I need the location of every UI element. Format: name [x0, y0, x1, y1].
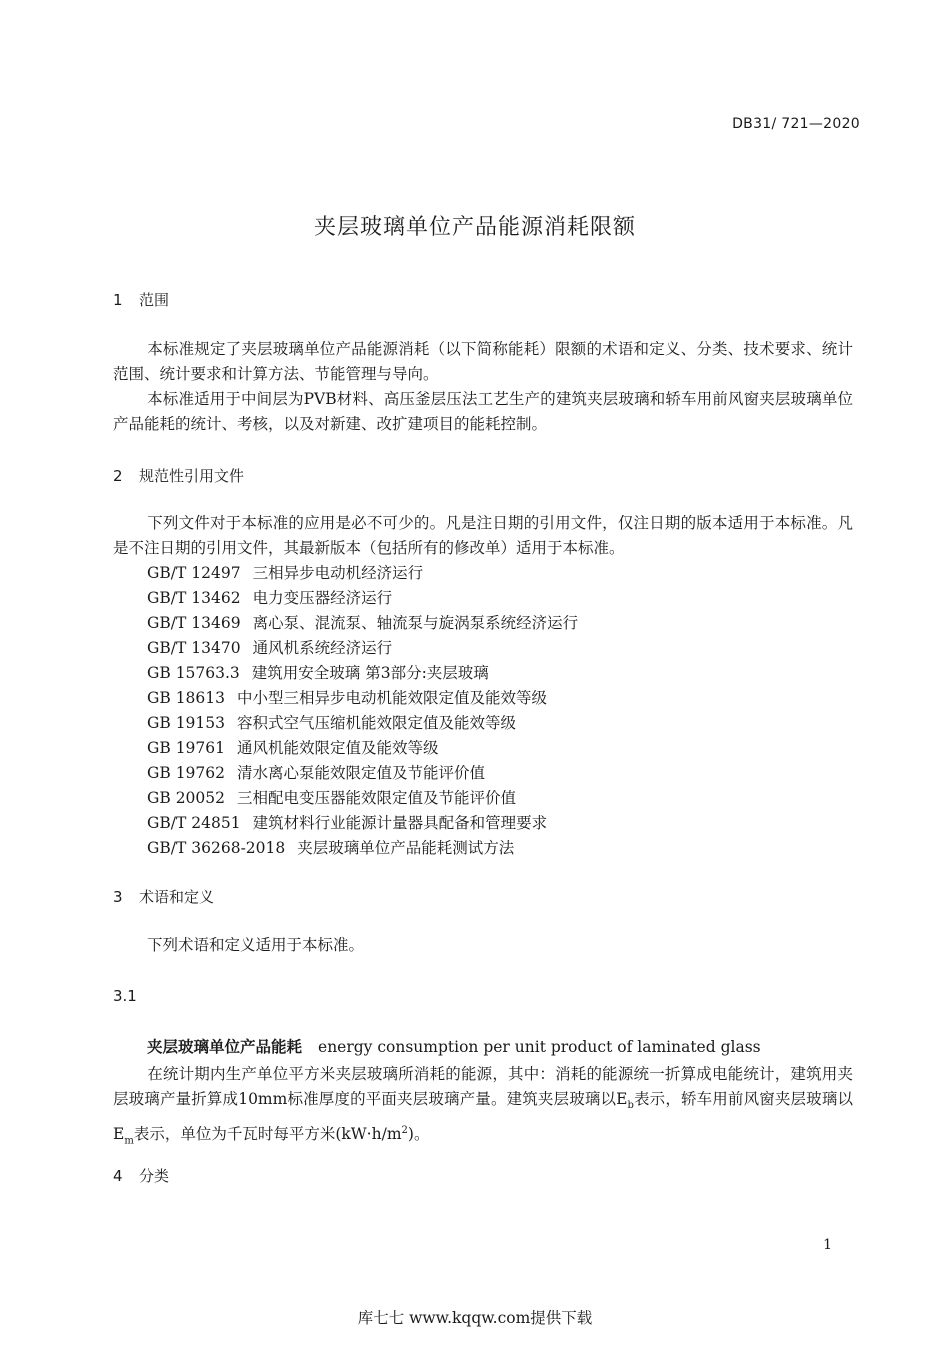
reference-code: GB 19761: [147, 739, 226, 757]
reference-title: 容积式空气压缩机能效限定值及能效等级: [237, 714, 517, 732]
page-number: 1: [823, 1237, 832, 1253]
reference-title: 夹层玻璃单位产品能耗测试方法: [297, 839, 515, 857]
term-definition: [113, 1062, 853, 1153]
reference-code: GB/T 12497: [147, 564, 241, 582]
section-1-paragraph-2: [113, 387, 853, 437]
term-entry: [147, 1035, 761, 1057]
reference-code: GB 18613: [147, 689, 226, 707]
reference-item: [147, 661, 489, 683]
reference-title: 离心泵、混流泵、轴流泵与旋涡泵系统经济运行: [252, 614, 579, 632]
section-number: 3: [113, 888, 123, 906]
section-title: 范围: [139, 291, 170, 309]
reference-code: GB 20052: [147, 789, 226, 807]
reference-title: 建筑材料行业能源计量器具配备和管理要求: [252, 814, 548, 832]
definition-text: )。: [407, 1125, 430, 1144]
section-number: 4: [113, 1167, 123, 1185]
superscript-2: 2: [401, 1125, 408, 1137]
section-1-paragraph-1: [113, 337, 853, 387]
reference-title: 建筑用安全玻璃 第3部分:夹层玻璃: [251, 664, 489, 682]
reference-title: 中小型三相异步电动机能效限定值及能效等级: [237, 689, 548, 707]
paragraph-text: 本标准规定了夹层玻璃单位产品能源消耗（以下简称能耗）限额的术语和定义、分类、技术要求、统计范围、统计要求和计算方法、节能管理与导向。: [113, 340, 853, 383]
paragraph-text: 下列文件对于本标准的应用是必不可少的。凡是注日期的引用文件，仅注日期的版本适用于本标准。凡是不注日期的引用文件，其最新版本（包括所有的修改单）适用于本标准。: [113, 514, 853, 557]
section-2-intro: [113, 511, 853, 561]
paragraph-text: 下列术语和定义适用于本标准。: [147, 936, 365, 954]
reference-item: [147, 811, 547, 833]
subsection-number: 3.1: [113, 987, 137, 1005]
page-title: 夹层玻璃单位产品能源消耗限额: [313, 215, 636, 240]
term-chinese: 夹层玻璃单位产品能耗: [147, 1038, 303, 1056]
reference-item: [147, 611, 578, 633]
reference-code: GB/T 13469: [147, 614, 241, 632]
reference-title: 清水离心泵能效限定值及节能评价值: [237, 764, 486, 782]
section-1-heading: [113, 289, 169, 310]
section-2-heading: [113, 465, 244, 486]
section-4-heading: [113, 1165, 169, 1186]
term-english: energy consumption per unit product of laminated glass: [318, 1038, 761, 1056]
definition-text: 在统计期内生产单位平方米夹层玻璃所消耗的能源，其中：消耗的能源统一折算成电能统计，建筑用夹层玻璃产量折算成10mm标准厚度的平面夹层玻璃产量。建筑夹层玻璃以E: [113, 1065, 853, 1108]
definition-text: 表示，轿车用前风窗夹层玻璃以E: [113, 1090, 853, 1144]
reference-item: [147, 836, 514, 858]
reference-item: [147, 586, 392, 608]
section-number: 2: [113, 467, 123, 485]
section-title: 分类: [139, 1167, 170, 1185]
reference-item: [147, 711, 516, 733]
reference-code: GB 19762: [147, 764, 226, 782]
reference-title: 三相异步电动机经济运行: [252, 564, 424, 582]
reference-item: [147, 561, 423, 583]
reference-item: [147, 636, 392, 658]
subscript-m: m: [124, 1135, 134, 1147]
subscript-b: b: [627, 1100, 634, 1112]
reference-code: GB/T 13470: [147, 639, 241, 657]
footer-watermark: 库七七 www.kqqw.com提供下载: [357, 1309, 593, 1327]
reference-item: [147, 786, 516, 808]
reference-item: [147, 736, 439, 758]
definition-text: 表示，单位为千瓦时每平方米(kW·h/m: [133, 1125, 402, 1144]
reference-code: GB 15763.3: [147, 664, 240, 682]
section-title: 规范性引用文件: [139, 467, 245, 485]
section-number: 1: [113, 291, 123, 309]
reference-title: 通风机系统经济运行: [252, 639, 393, 657]
section-3-heading: [113, 886, 214, 907]
reference-title: 电力变压器经济运行: [252, 589, 393, 607]
section-3-intro: [113, 933, 853, 958]
reference-item: [147, 686, 547, 708]
paragraph-text: 本标准适用于中间层为PVB材料、高压釜层压法工艺生产的建筑夹层玻璃和轿车用前风窗夹层玻璃单位产品能耗的统计、考核，以及对新建、改扩建项目的能耗控制。: [113, 390, 853, 433]
reference-code: GB/T 13462: [147, 589, 241, 607]
section-title: 术语和定义: [139, 888, 215, 906]
reference-code: GB 19153: [147, 714, 226, 732]
reference-title: 三相配电变压器能效限定值及节能评价值: [237, 789, 517, 807]
reference-title: 通风机能效限定值及能效等级: [237, 739, 439, 757]
reference-item: [147, 761, 485, 783]
reference-code: GB/T 36268-2018: [147, 839, 286, 857]
reference-code: GB/T 24851: [147, 814, 241, 832]
document-id: DB31/ 721—2020: [732, 116, 860, 132]
